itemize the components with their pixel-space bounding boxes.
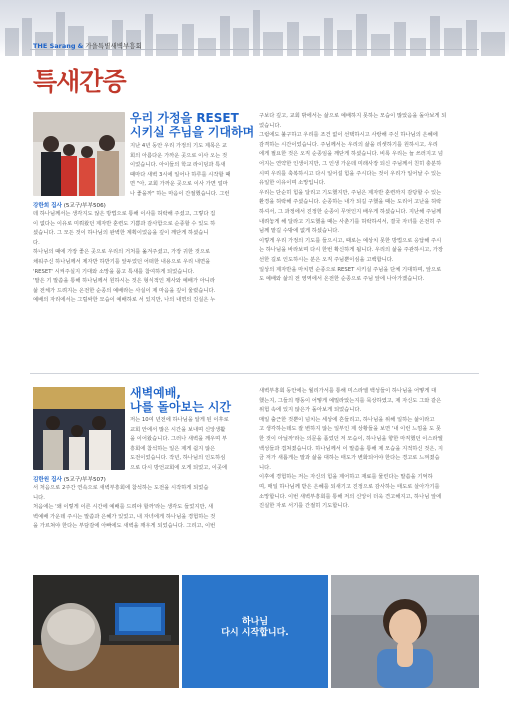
text-line: 도 예배와 삶의 전 영역에서 온전한 순종으로 주님 앞에 나아가겠습니다. <box>259 276 425 283</box>
headline-1 <box>130 111 254 139</box>
banner-panel <box>182 575 328 688</box>
text-line: 이렇게 우리 가정의 기도를 들으시고, 때로는 예상치 못한 방법으로 응답해 주시 <box>259 237 442 244</box>
banner-text <box>182 617 328 639</box>
text-line: 셨습니다. 그 모든 것이 하나님의 완벽한 계획이었음을 깊이 깨닫게 하셨습니 <box>33 230 209 237</box>
text-line: 님께 맡길 수밖에 없게 하셨습니다. <box>259 228 340 235</box>
text-line: 백성들과 겹쳐졌습니다. 하나님께서 이 말씀을 통해 제 모습을 지적하신 것은, 지 <box>259 445 443 452</box>
text-line: 었습니다. <box>259 122 282 129</box>
text-line: 을 가르쳐야 한다는 부담감에 아빠에도 새벽을 깨우게 되었습니다. 그리고, 이번 <box>33 523 216 530</box>
article2-body-left <box>33 484 249 532</box>
text-line: 이 없다는 이유로 미뤄왔던 제자반 훈련도 기쁨과 감사함으로 순종할 수 있도 하 <box>33 220 216 227</box>
text-line: 유일한 이유이며 소망입니다. <box>259 180 326 187</box>
text-line: 지난 4년 동안 우리 가정의 기도 제목은 교 <box>130 143 228 149</box>
article2-body-right <box>259 387 479 512</box>
banner-line1: 하나님 <box>241 617 269 627</box>
text-line: 니다. <box>259 464 271 471</box>
text-line: 나 좋을까" 하는 마음이 간절했습니다. 그런 <box>130 190 230 197</box>
text-line: 데 하나님께서는 생각지도 않은 방법으로 통해 이사를 허락해 주셨고, 그렇다 집 <box>33 211 216 217</box>
headline-2-line1: 새벽예배, <box>130 386 181 400</box>
laptop-screen-icon <box>109 603 171 641</box>
text-line: 매일 출근한 것뿐이 넘치는 세상에 흔들리고, 하나님을 위해 일하는 삶이라고 <box>259 416 435 423</box>
worship-photo-left <box>33 575 179 688</box>
caption-group-2: (5교구/부부507) <box>63 477 106 483</box>
text-line: 흥회에 참석하는 일은 제게 쉽지 않은 <box>130 445 216 452</box>
text-line: 처음에는 '왜 이렇게 이른 시간에 예배를 드려야 할까'라는 생각도 들었지만, 새 <box>33 504 214 511</box>
text-line: 진실한 자로 서기를 간절히 기도합니다. <box>259 503 350 510</box>
text-line: 벽예배 가운데 주시는 말씀과 은혜가 있었고, 내 자녀에게 하나님을 경험하는 것 <box>33 513 216 520</box>
text-line: 환경을 허락해 주셨습니다. 순종하는 내가 되길 구했을 때는 도리어 고난을 허락 <box>259 199 442 206</box>
family-photo-2 <box>33 387 125 470</box>
text-line: 도전이었습니다. 작년, 하나님의 인도하심 <box>130 455 226 462</box>
family-photo-1 <box>33 112 125 196</box>
headline-1-line2: 시키실 주님을 기대하며 <box>130 125 255 139</box>
headline-1-line1: 우리 가정을 RESET <box>130 111 239 125</box>
magazine-title <box>33 41 142 50</box>
article1-body-right <box>259 112 479 285</box>
text-line: 우리는 단순히 힘을 달리고 기도했지만, 주님은 제자반 훈련까지 감당할 수 있는 <box>259 189 442 196</box>
caption-name-1: 강한희 집사 <box>33 203 62 209</box>
caption-name-2: 김한원 집사 <box>33 477 62 483</box>
text-line: 위험 속에 있지 않은가 돌아보게 되었습니다. <box>259 407 362 414</box>
text-line: 했는지, 그들의 행동이 어떻게 예밀라았는지를 묵상하였고, 제 자신도 그와 같은 <box>259 397 442 404</box>
text-line: 교회 안에서 많은 시간을 보내며 신앙생활 <box>130 426 226 433</box>
article1-intro <box>130 142 249 200</box>
banner-line2: 다시 시작합니다. <box>221 628 289 638</box>
text-line: 감격하는 시간이었습니다. 주님께서는 우리의 삶을 리셋하기를 원하시고, 우리 <box>259 141 438 148</box>
text-line: 일상의 제자반을 마치면 순종으로 RESET 시키실 주님을 단체 기대하며, 앞으로 <box>259 266 442 273</box>
text-line: 으로 다시 방언교회에 오게 되었고, 이곳에 <box>130 464 228 471</box>
text-line: 그럼에도 불구하고 우리를 조건 없이 선택하시고 사랑해 주신 하나님의 은혜에 <box>259 132 438 139</box>
headline-2-line2: 나를 돌아보는 시간 <box>130 400 232 414</box>
section-divider <box>30 373 479 374</box>
text-line: 예배의 자리에서는 그럴싸한 모습이 예배하로 서 있지만, 나의 내면의 진실은 누 <box>33 297 216 304</box>
text-line: 채워주신 하나님께서 제자반 하반기를 앞두었던 어떠한 내용으로 우리 내면을 <box>33 258 211 265</box>
section-title: 특새간증 <box>33 67 126 96</box>
text-line: 저는 10여 년전에 하나님을 알게 된 이후로 <box>130 417 229 423</box>
text-line: 어지는 연약한 인생이지만, 그 인생 가운데 미래사장 되신 주님께서 친히 충분하 <box>259 160 442 167</box>
article2-intro <box>130 416 249 474</box>
text-line: 한 것이 아닐까'라는 의문을 품었던 저 모습이, 하나님을 향한 마직했던 이스라엘 <box>259 435 443 442</box>
article1-body-left <box>33 210 249 306</box>
text-line: 때마다 새벽 3시에 일어나 하루를 시작할 때 <box>130 171 231 178</box>
text-line: 선한 길로 인도하시는 분은 오직 주님뿐이심을 고백합니다. <box>259 256 394 263</box>
text-line: 금 저가 새롭게는 말과 삶을 대하는 태도가 변화되어야 한다는 경고로 느껴졌습 <box>259 455 440 462</box>
text-line: 을 이어왔습니다. 그러나 새벽을 깨우며 부 <box>130 436 228 443</box>
text-line: 고 생각하는데도 잘 변하지 않는 일부인 제 상황들을 보면 '내 이런 느낌을 도 못 <box>259 426 441 433</box>
headline-2 <box>130 386 231 414</box>
text-line: '말은 기 말씀을 통해 하나님께서 원하시는 것은 형식적인 제사와 예배가 아니라 <box>33 278 216 285</box>
praying-child-photo <box>331 575 479 688</box>
text-line: 구보다 깊고, 교회 밖에서는 삶으로 예배하지 못하는 모습이 많았음을 돌아보게 되 <box>259 113 447 119</box>
text-line: 하셔서, 그 과정에서 진정한 순종이 무엇인지 배우게 하셨습니다. 지난해 주님께 <box>259 208 442 215</box>
text-line: 며, 매일 하나님께 받은 은혜를 되새기고 진정으로 감사하는 태도로 살아가기를 <box>259 483 440 490</box>
text-line: 이후에 경험하는 저는 자신의 힘을 제어하고 재료를 물린다는 말씀을 기억하 <box>259 474 433 481</box>
text-line: 는 하나님을 바라보며 다시 한번 확신하게 됩니다. 우리의 삶을 주관하시고, 가장 <box>259 247 443 254</box>
text-line: 새벽부흥회 동안에는 월리가서를 통해 미스라엘 백성들이 하나님을 어떻게 대 <box>259 388 437 394</box>
magazine-brand: THE Sarang <box>33 42 76 50</box>
text-line: 내려놓게 해 달라고 기도했을 때는 사춘기를 허락하셔서, 결국 자녀를 온전히 주 <box>259 218 442 225</box>
magazine-amp: & <box>77 42 84 50</box>
text-line: 시며 우리를 축복하시고 다시 일어설 힘을 주시다는 것이 우리가 일어날 수 있는 <box>259 170 442 177</box>
magazine-suffix: 가을특별새벽부흥회 <box>85 42 142 50</box>
caption-group-1: (5교구/부부506) <box>63 203 106 209</box>
text-line: 회의 아름다운 가까운 곳으로 이사 오는 것 <box>130 152 228 159</box>
text-line: 서 처음으로 2주간 연속으로 새벽부흥회에 참석하는 도전을 시작하게 되었습 <box>33 485 209 491</box>
text-line: 소망합니다. 이번 새벽부흥회를 통해 저의 신앙이 더욱 견고해지고, 하나님 앞에 <box>259 493 442 500</box>
text-line: 이었습니다. 아이들의 학교 라이딩과 특새 <box>130 162 226 169</box>
text-line: 다. <box>33 239 40 246</box>
photo-caption-1 <box>33 201 106 209</box>
text-line: 삶 전체가 드려지는 온전한 순종의 예배라는 사실이 제 마음을 깊이 울렸습니다. <box>33 287 216 294</box>
text-line: 하나님의 때에 가장 좋은 곳으로 우리의 거처를 옮겨주셨고, 가장 귀한 것으로 <box>33 249 211 256</box>
photo-caption-2 <box>33 475 106 483</box>
text-line: 니다. <box>33 494 45 501</box>
text-line: 면 "아, 교회 가까운 곳으로 이사 가면 얼마 <box>130 181 228 188</box>
text-line: 에게 필요한 것은 오직 순종임을 깨닫게 하셨습니다. 비록 우리는 늘 쓰러지고 넘 <box>259 151 443 158</box>
text-line: 'RESET' 시켜주실지 기대와 소망을 품고 특새를 참여하게 되었습니다. <box>33 268 195 275</box>
